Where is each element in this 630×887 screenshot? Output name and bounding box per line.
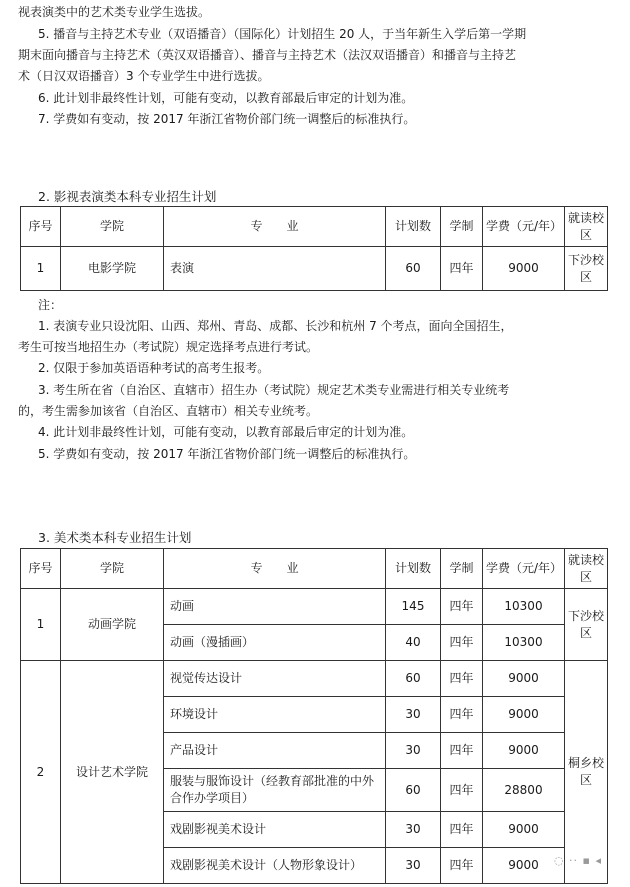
- table-header-row: [21, 207, 608, 247]
- fee-cell: 10300: [483, 589, 565, 625]
- duration-cell: 四年: [441, 661, 483, 697]
- intro-line: 6. 此计划非最终性计划，可能有变动，以教育部最后审定的计划为准。: [38, 91, 414, 105]
- fee-cell: 9000: [483, 661, 565, 697]
- fine-arts-plan-table: [20, 548, 608, 884]
- plan-cell: 30: [386, 733, 441, 769]
- duration-cell: 四年: [441, 589, 483, 625]
- campus-cell: 下沙校区: [565, 589, 608, 661]
- note-line: 4. 此计划非最终性计划，可能有变动，以教育部最后审定的计划为准。: [38, 425, 414, 439]
- header-college: 学院: [61, 207, 164, 247]
- campus-cell: 下沙校区: [565, 247, 608, 291]
- note-line: 1. 表演专业只设沈阳、山西、郑州、青岛、成都、长沙和杭州 7 个考点，面向全国招生，: [38, 319, 513, 333]
- table-header-row: [21, 549, 608, 589]
- major-cell: 产品设计: [164, 733, 386, 769]
- note-line: 3. 考生所在省（自治区、直辖市）招生办（考试院）规定艺术类专业需进行相关专业统考: [38, 383, 510, 397]
- header-plan: 计划数: [386, 549, 441, 589]
- section2-title: 2. 影视表演类本科专业招生计划: [38, 189, 217, 204]
- plan-cell: 60: [386, 247, 441, 291]
- intro-line: 术（日汉双语播音）3 个专业学生中进行选拔。: [18, 69, 270, 83]
- header-seq: 序号: [21, 549, 61, 589]
- major-cell: 动画（漫插画）: [164, 625, 386, 661]
- plan-cell: 60: [386, 661, 441, 697]
- college-cell: 动画学院: [61, 589, 164, 661]
- plan-cell: 30: [386, 848, 441, 884]
- note-line: 考生可按当地招生办（考试院）规定选择考点进行考试。: [18, 340, 319, 354]
- header-major: 专 业: [164, 207, 386, 247]
- duration-cell: 四年: [441, 848, 483, 884]
- major-cell: 视觉传达设计: [164, 661, 386, 697]
- fee-cell: 28800: [483, 769, 565, 812]
- duration-cell: 四年: [441, 697, 483, 733]
- duration-cell: 四年: [441, 625, 483, 661]
- header-campus: 就读校区: [565, 549, 608, 589]
- header-seq: 序号: [21, 207, 61, 247]
- fee-cell: 9000: [483, 733, 565, 769]
- duration-cell: 四年: [441, 769, 483, 812]
- intro-line: 视表演类中的艺术类专业学生选拔。: [18, 5, 211, 19]
- header-fee: 学费（元/年）: [483, 549, 565, 589]
- plan-cell: 30: [386, 812, 441, 848]
- note-line: 2. 仅限于参加英语语种考试的高考生报考。: [38, 361, 270, 375]
- major-cell: 表演: [164, 247, 386, 291]
- fee-cell: 9000: [483, 812, 565, 848]
- header-college: 学院: [61, 549, 164, 589]
- fee-cell: 9000: [483, 848, 565, 884]
- major-cell: 戏剧影视美术设计（人物形象设计）: [164, 848, 386, 884]
- duration-cell: 四年: [441, 733, 483, 769]
- watermark-icon: ◌ ·· ▪ ◂: [553, 854, 602, 867]
- college-cell: 电影学院: [61, 247, 164, 291]
- header-campus: 就读校区: [565, 207, 608, 247]
- fee-cell: 9000: [483, 247, 565, 291]
- plan-cell: 30: [386, 697, 441, 733]
- fee-cell: 10300: [483, 625, 565, 661]
- table-row: [21, 589, 608, 625]
- seq-cell: 1: [21, 247, 61, 291]
- duration-cell: 四年: [441, 812, 483, 848]
- seq-cell: 1: [21, 589, 61, 661]
- major-cell: 环境设计: [164, 697, 386, 733]
- header-fee: 学费（元/年）: [483, 207, 565, 247]
- duration-cell: 四年: [441, 247, 483, 291]
- intro-line: 5. 播音与主持艺术专业（双语播音）（国际化）计划招生 20 人，于当年新生入学后第一学期: [38, 27, 527, 41]
- college-cell: 设计艺术学院: [61, 661, 164, 884]
- header-major: 专 业: [164, 549, 386, 589]
- note-label: 注：: [38, 298, 63, 312]
- table-row: [21, 247, 608, 291]
- seq-cell: 2: [21, 661, 61, 884]
- major-cell: 服装与服饰设计（经教育部批准的中外合作办学项目）: [164, 769, 386, 812]
- performance-plan-table: [20, 206, 608, 291]
- campus-cell: 桐乡校区: [565, 661, 608, 884]
- plan-cell: 60: [386, 769, 441, 812]
- fee-cell: 9000: [483, 697, 565, 733]
- table-row: [21, 661, 608, 697]
- intro-line: 期末面向播音与主持艺术（英汉双语播音）、播音与主持艺术（法汉双语播音）和播音与主持艺: [18, 48, 517, 62]
- plan-cell: 145: [386, 589, 441, 625]
- section3-title: 3. 美术类本科专业招生计划: [38, 530, 192, 545]
- intro-line: 7. 学费如有变动，按 2017 年浙江省物价部门统一调整后的标准执行。: [38, 112, 416, 126]
- plan-cell: 40: [386, 625, 441, 661]
- major-cell: 动画: [164, 589, 386, 625]
- major-cell: 戏剧影视美术设计: [164, 812, 386, 848]
- header-duration: 学制: [441, 207, 483, 247]
- header-plan: 计划数: [386, 207, 441, 247]
- note-line: 5. 学费如有变动，按 2017 年浙江省物价部门统一调整后的标准执行。: [38, 447, 416, 461]
- header-duration: 学制: [441, 549, 483, 589]
- note-line: 的，考生需参加该省（自治区、直辖市）相关专业统考。: [18, 404, 319, 418]
